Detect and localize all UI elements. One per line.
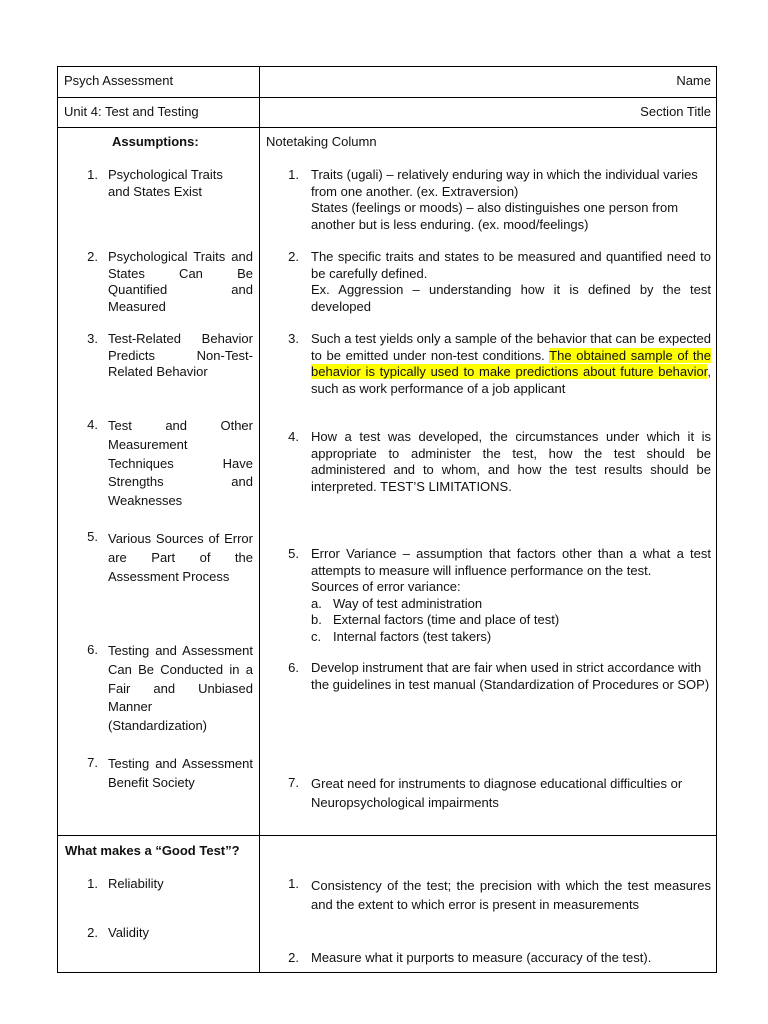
note-line: Sources of error variance: [311,579,461,594]
sub-list-item [311,629,711,646]
note-item [311,546,711,645]
list-number: 4. [87,417,98,432]
unit-title: Unit 4: Test and Testing [64,104,199,119]
assumption-item: Various Sources of Error are Part of the Assessment Process [108,531,253,584]
note-line: Traits (ugali) – relatively enduring way in which the individual varies from one another. (ex. Extraversion) [311,167,698,199]
list-number: 2. [288,249,299,264]
assumptions-heading: Assumptions: [112,134,199,149]
sub-list-item [311,596,711,613]
notetaking-heading: Notetaking Column [266,134,377,149]
list-number: 7. [288,775,299,790]
list-number: 6. [288,660,299,675]
list-number: 1. [87,876,98,891]
sub-marker: a. [311,595,322,611]
sub-marker: b. [311,612,322,627]
name-label: Name [676,73,711,88]
note-item [311,249,711,315]
list-number: 1. [288,876,299,891]
note-item: How a test was developed, the circumstances under which it is appropriate to administer the test, how the test should be administered and to whom, and how the test results should be interpreted. TEST’S LIMITATIONS. [311,429,711,494]
row-divider [57,97,717,98]
assumption-item: Testing and Assessment Benefit Society [108,756,253,790]
section-title-label: Section Title [640,104,711,119]
list-number: 5. [87,529,98,544]
row-divider [57,835,717,836]
assumption-item: Psychological Traits and States Can Be Quantified and Measured [108,249,253,314]
column-divider [259,66,260,973]
good-test-item: Reliability [108,876,164,891]
list-number: 6. [87,642,98,657]
list-number: 2. [288,950,299,965]
sub-list-item [311,612,711,629]
good-test-item: Validity [108,925,149,940]
note-item: Great need for instruments to diagnose educational difficulties or Neuropsychological impairments [311,776,683,810]
note-item: Develop instrument that are fair when used in strict accordance with the guidelines in test manual (Standardization of Procedures or SOP) [311,660,710,692]
course-title: Psych Assessment [64,73,174,88]
note-item [311,331,711,397]
note-text: , such as work performance of a job applicant [311,364,711,396]
assumption-item: Psychological Traits and States Exist [108,167,223,199]
assumption-item: Testing and Assessment Can Be Conducted in a Fair and Unbiased Manner (Standardization) [108,643,253,734]
note-line: States (feelings or moods) – also distinguishes one person from another but is less enduring. (ex. mood/feelings) [311,200,679,232]
list-number: 7. [87,755,98,770]
highlighted-text: The obtained sample of the behavior is typically used to make predictions about future behavior [311,347,711,379]
list-number: 1. [87,167,98,182]
note-item [311,167,711,233]
list-number: 2. [87,249,98,264]
list-number: 2. [87,925,98,940]
list-number: 3. [87,331,98,346]
sub-text: External factors (time and place of test) [333,612,560,627]
sub-marker: c. [311,628,322,644]
note-line: The specific traits and states to be measured and quantified need to be carefully defined. [311,249,711,281]
list-number: 4. [288,429,299,444]
good-test-heading: What makes a “Good Test”? [65,843,240,858]
sub-list [311,596,711,646]
note-line: Error Variance – assumption that factors other than a what a test attempts to measure will influence performance on the test. [311,546,711,578]
good-test-note: Measure what it purports to measure (accuracy of the test). [311,950,652,965]
sub-text: Internal factors (test takers) [333,628,492,644]
list-number: 3. [288,331,299,346]
note-line: Ex. Aggression – understanding how it is defined by the test developed [311,282,711,314]
assumption-item: Test-Related Behavior Predicts Non-Test-Related Behavior [108,331,253,379]
row-divider [57,127,717,128]
good-test-note: Consistency of the test; the precision with which the test measures and the extent to which error is present in measurements [311,878,711,912]
sub-text: Way of test administration [333,595,483,611]
list-number: 5. [288,546,299,561]
note-text: Such a test yields only a sample of the behavior that can be expected to be emitted under non-test conditions. [311,331,711,363]
assumption-item: Test and Other Measurement Techniques Have Strengths and Weaknesses [108,418,253,509]
list-number: 1. [288,167,299,182]
